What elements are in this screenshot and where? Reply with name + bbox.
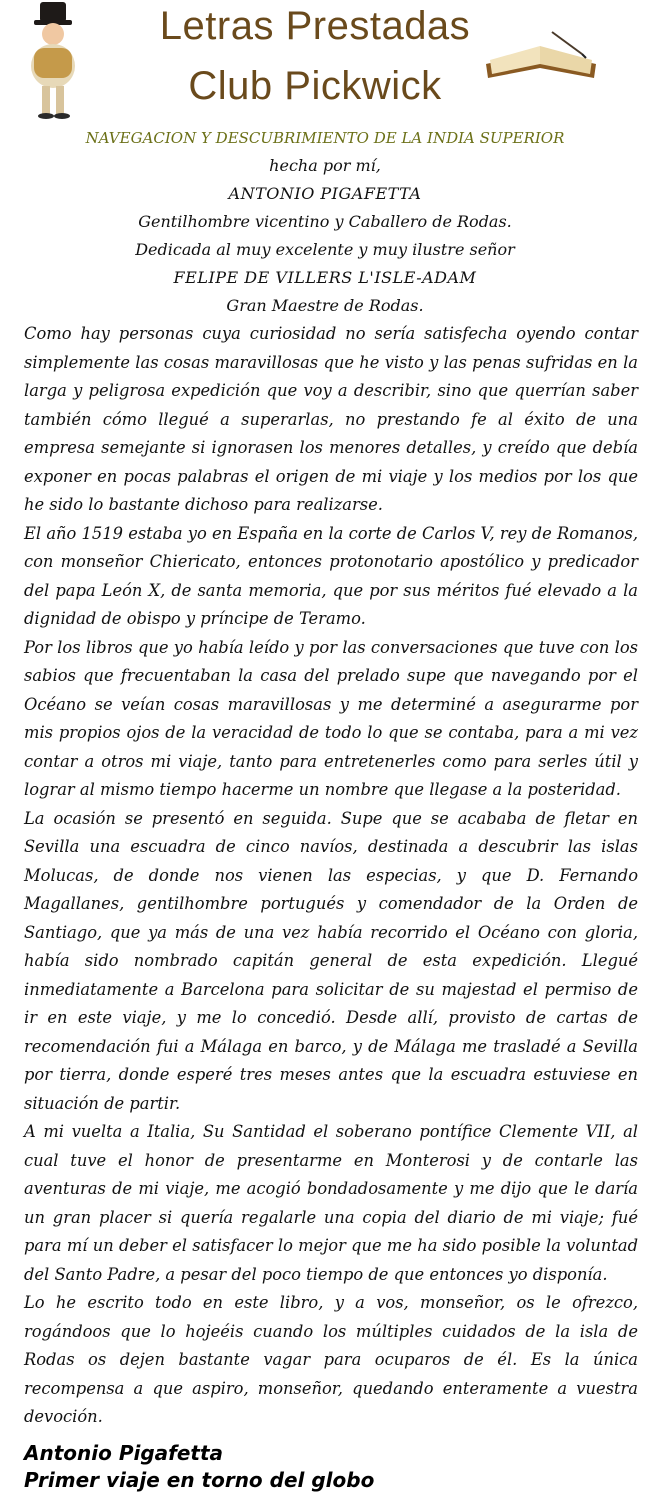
signature-work-title: Primer viaje en torno del globo: [24, 1467, 375, 1492]
paragraph: Por los libros que yo había leído y por las conversaciones que tuve con los sabios que frecuentaban la casa del prelado supe que navegando por el Océano se veían cosas maravillosas y me determiné a asegurarme por mis propios ojos de la veracidad de todo lo que se contaba, para a mi vez contar a otros mi viaje, tanto para entretenerles como para serles útil y lograr al mismo tiempo hacerme un nombre que llegase a la posteridad.: [24, 637, 638, 799]
brand-line-letras-prestadas: Letras Prestadas: [159, 4, 471, 48]
signature-author: Antonio Pigafetta: [24, 1440, 224, 1465]
paragraph: Lo he escrito todo en este libro, y a vos, monseñor, os le ofrezco, rogándoos que lo hojeéis cuando los múltiples cuidados de la isla de Rodas os dejen bastante vagar para ocuparos de él. Es la única recompensa a que aspiro, monseñor, quedando enteramente a vuestra devoción.: [24, 1293, 638, 1426]
page-header: [0, 0, 650, 122]
author-description: Gentilhombre vicentino y Caballero de Rodas.: [138, 212, 512, 231]
signature-block: [0, 1440, 650, 1494]
paragraph: A mi vuelta a Italia, Su Santidad el soberano pontífice Clemente VII, al cual tuve el honor de presentarme en Monterosi y de contarle las aventuras de mi viaje, me acogió bondadosamente y me dijo que le daría un gran placer si quería regalarle una copia del diario de mi viaje; fué para mí un deber el satisfacer lo mejor que me ha sido posible la voluntad del Santo Padre, a pesar del poco tiempo de que entonces yo disponía.: [24, 1122, 638, 1284]
brand-line-club-pickwick: Club Pickwick: [188, 64, 442, 108]
paragraph: La ocasión se presentó en seguida. Supe que se acababa de fletar en Sevilla una escuadra de cinco navíos, destinada a descubrir las islas Molucas, de donde nos vienen las especias, y que D. Fernando Magallanes, gentilhombre portugués y comendador de la Orden de Santiago, que ya más de una vez había recorrido el Océano con gloria, había sido nombrado capitán general de esta expedición. Llegué inmediatamente a Barcelona para solicitar de su majestad el permiso de ir en este viaje, y me lo concedió. Desde allí, provisto de cartas de recomendación fui a Málaga en barco, y de Málaga me trasladé a Sevilla por tierra, donde esperé tres meses antes que la escuadra estuviese en situación de partir.: [24, 808, 638, 1113]
dedication-line: Dedicada al muy excelente y muy ilustre señor: [135, 240, 515, 259]
paragraph: El año 1519 estaba yo en España en la corte de Carlos V, rey de Romanos, con monseñor Chiericato, entonces protonotario apostólico y predicador del papa León X, de santa memoria, que por sus méritos fué elevado a la dignidad de obispo y príncipe de Teramo.: [24, 523, 638, 628]
document-title: NAVEGACION Y DESCUBRIMIENTO DE LA INDIA SUPERIOR: [85, 129, 565, 147]
author-name: ANTONIO PIGAFETTA: [228, 184, 422, 203]
title-subline: hecha por mí,: [269, 156, 381, 175]
pickwick-portrait-icon: [22, 2, 86, 120]
body-text: [0, 320, 650, 1432]
paragraph: Como hay personas cuya curiosidad no sería satisfecha oyendo contar simplemente las cosas maravillosas que he visto y las penas sufridas en la larga y peligrosa expedición que voy a describir, sino que querrían saber también cómo llegué a superarlas, no prestando fe al éxito de una empresa semejante si ignorasen los menores detalles, y creído que debía exponer en pocas palabras el origen de mi viaje y los medios por los que he sido lo bastante dichoso para realizarse.: [24, 324, 638, 514]
dedicatee-title: Gran Maestre de Rodas.: [226, 296, 424, 315]
dedicatee-name: FELIPE DE VILLERS L'ISLE-ADAM: [173, 268, 477, 287]
open-book-icon: [482, 24, 600, 86]
